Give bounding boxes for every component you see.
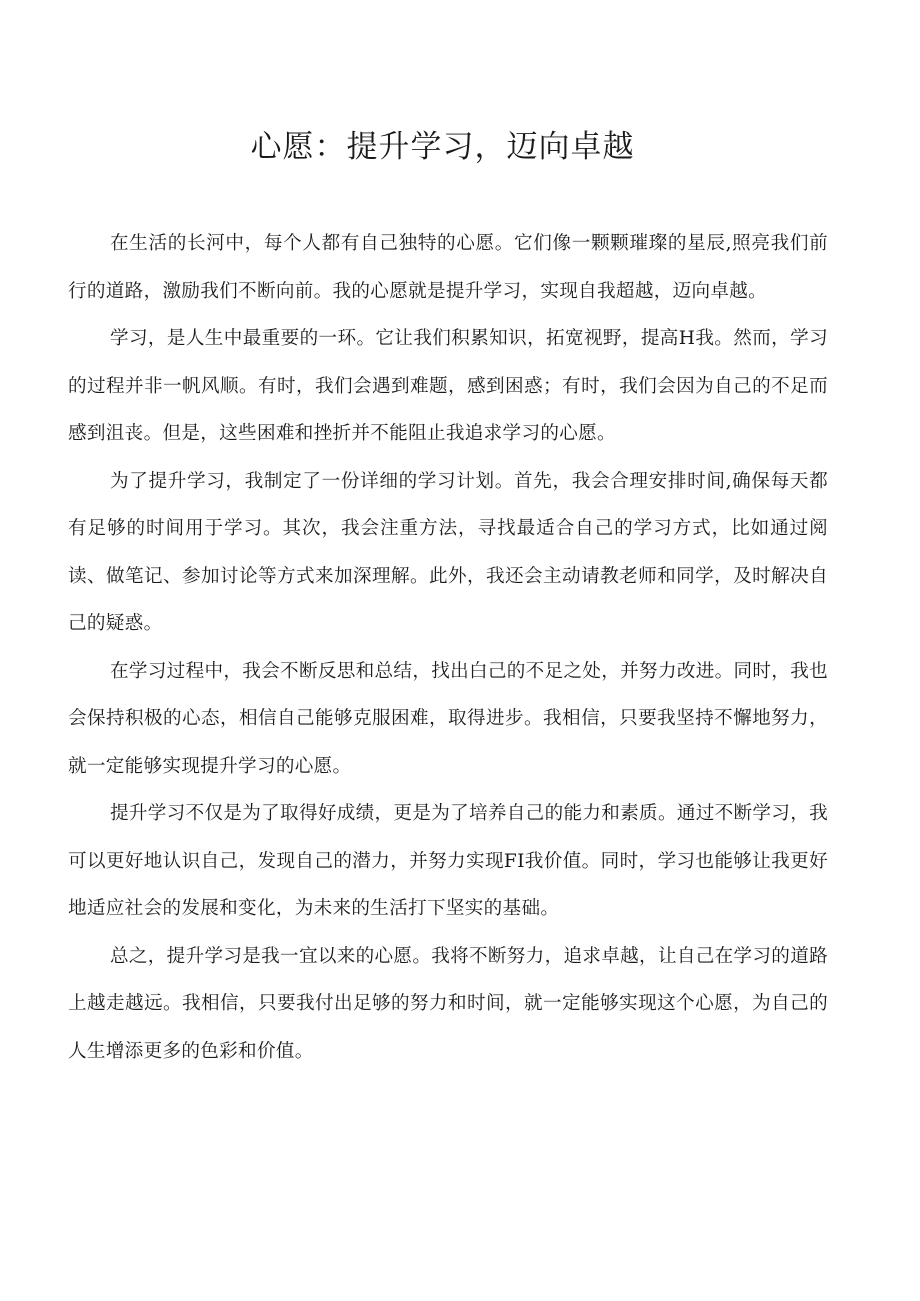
paragraph-5: 提升学习不仅是为了取得好成绩，更是为了培养自己的能力和素质。通过不断学习，我可以更好地认识自己，发现自己的潜力，并努力实现FI我价值。同时，学习也能够让我更好地适应社会的发展和变化，为未来的生活打下坚实的基础。 [68,803,828,919]
paragraph-1: 在生活的长河中，每个人都有自己独特的心愿。它们像一颗颗璀璨的星辰,照亮我们前行的道路，激励我们不断向前。我的心愿就是提升学习，实现自我超越，迈向卓越。 [68,233,828,302]
paragraph-6: 总之，提升学习是我一宜以来的心愿。我将不断努力，追求卓越，让自己在学习的道路上越走越远。我相信，只要我付出足够的努力和时间，就一定能够实现这个心愿，为自己的人生增添更多的色彩和价值。 [68,945,828,1062]
paragraph-3: 为了提升学习，我制定了一份详细的学习计划。首先，我会合理安排时间,确保每天都有足够的时间用于学习。其次，我会注重方法，寻找最适合自己的学习方式，比如通过阅读、做笔记、参加讨论等方式来加深理解。此外，我还会主动请教老师和同学，及时解决自己的疑惑。 [68,470,828,634]
paragraph-4: 在学习过程中，我会不断反思和总结，找出白己的不足之处，并努力改进。同时，我也会保持积极的心态，相信自己能够克服困难，取得进步。我相信，只要我坚持不懈地努力，就一定能够实现提升学习的心愿。 [68,660,828,777]
page-title: 心愿：提升学习，迈向卓越 [250,129,635,165]
paragraph-2: 学习，是人生中最重要的一环。它让我们积累知识，拓宽视野，提高H我。然而，学习的过程并非一帆风顺。有时，我们会遇到难题，感到困惑；有时，我们会因为自己的不足而感到沮丧。但是，这些困难和挫折并不能阻止我追求学习的心愿。 [68,328,828,444]
document-body [68,220,828,1075]
